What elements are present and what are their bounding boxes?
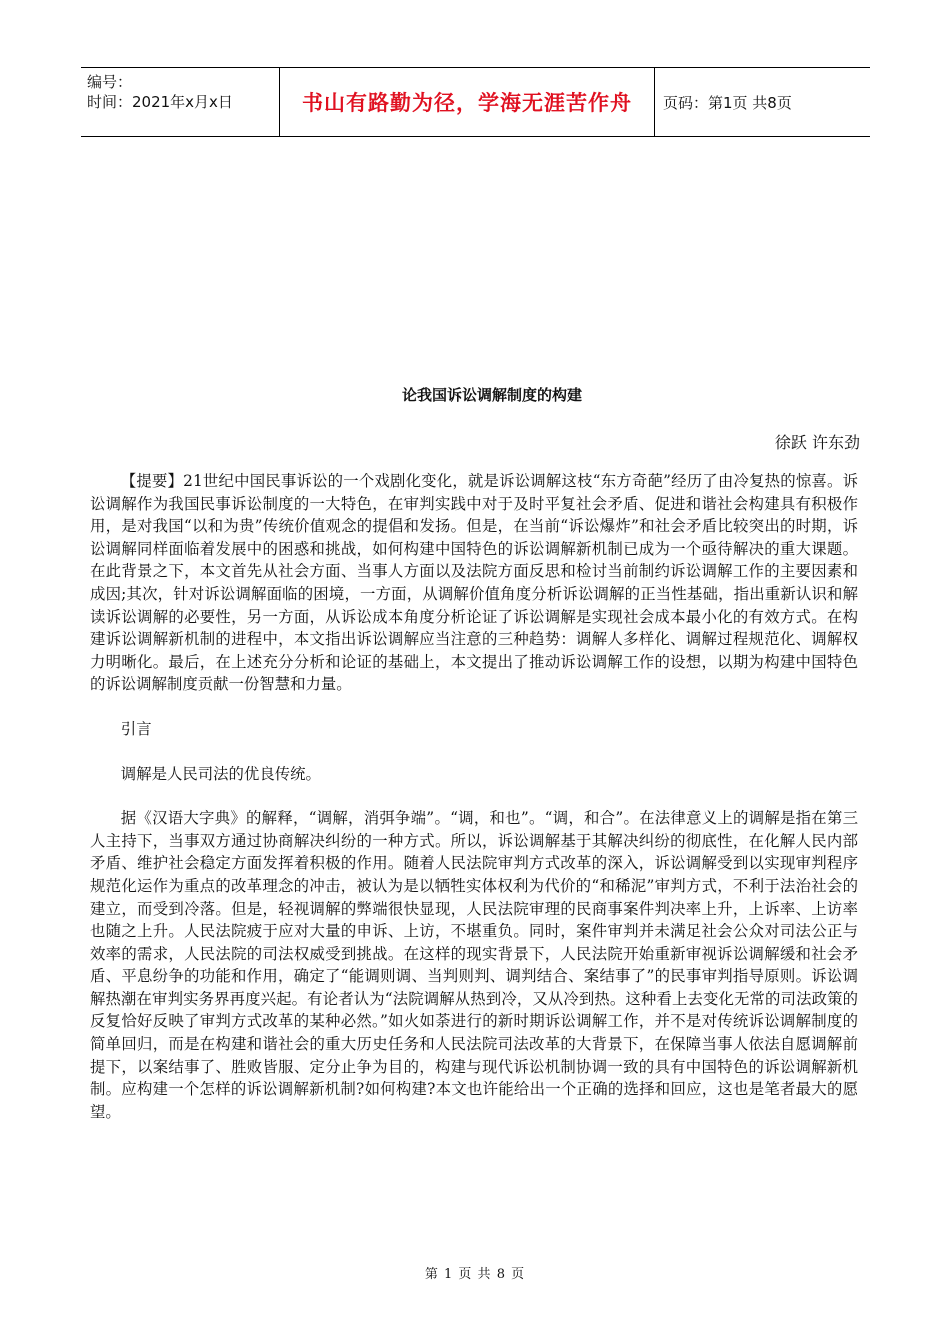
header-motto: 书山有路勤为径，学海无涯苦作舟 [280, 68, 655, 136]
body-paragraph: 调解是人民司法的优良传统。 [120, 764, 321, 783]
document-title: 论我国诉讼调解制度的构建 [401, 386, 582, 404]
abstract-paragraph: 【提要】21世纪中国民事诉讼的一个戏剧化变化，就是诉讼调解这枝“东方奇葩”经历了由冷复热的惊喜。诉讼调解作为我国民事诉讼制度的一大特色，在审判实践中对于及时平复社会矛盾、促进和谐社会构建具有积极作用，是对我国“以和为贵”传统价值观念的提倡和发扬。但是，在当前“诉讼爆炸”和社会矛盾比较突出的时期，诉讼调解同样面临着发展中的困惑和挑战，如何构建中国特色的诉讼调解新机制已成为一个亟待解决的重大课题。在此背景之下，本文首先从社会方面、当事人方面以及法院方面反思和检讨当前制约诉讼调解工作的主要因素和成因;其次，针对诉讼调解面临的困境，一方面，从调解价值角度分析诉讼调解的正当性基础，指出重新认识和解读诉讼调解的必要性，另一方面，从诉讼成本角度分析论证了诉讼调解是实现社会成本最小化的有效方式。在构建诉讼调解新机制的进程中，本文指出诉讼调解应当注意的三种趋势：调解人多样化、调解过程规范化、调解权力明晰化。最后，在上述充分分析和论证的基础上，本文提出了推动诉讼调解工作的设想，以期为构建中国特色的诉讼调解制度贡献一份智慧和力量。 [90, 472, 858, 694]
body-paragraph: 据《汉语大字典》的解释，“调解，消弭争端”。“调，和也”。“调，和合”。在法律意义上的调解是指在第三人主持下，当事双方通过协商解决纠纷的一种方式。所以，诉讼调解基于其解决纠纷的彻底性，在化解人民内部矛盾、维护社会稳定方面发挥着积极的作用。随着人民法院审判方式改革的深入，诉讼调解受到以实现审判程序规范化运作为重点的改革理念的冲击，被认为是以牺牲实体权利为代价的“和稀泥”审判方式，不利于法治社会的建立，而受到冷落。但是，轻视调解的弊端很快显现，人民法院审理的民商事案件判决率上升，上诉率、上访率也随之上升。人民法院疲于应对大量的申诉、上访，不堪重负。同时，案件审判并未满足社会公众对司法公正与效率的需求，人民法院的司法权威受到挑战。在这样的现实背景下，人民法院开始重新审视诉讼调解缓和社会矛盾、平息纷争的功能和作用，确定了“能调则调、当判则判、调判结合、案结事了”的民事审判指导原则。诉讼调解热潮在审判实务界再度兴起。有论者认为“法院调解从热到冷，又从冷到热。这种看上去变化无常的司法政策的反复恰好反映了审判方式改革的某种必然。”如火如荼进行的新时期诉讼调解工作，并不是对传统诉讼调解制度的简单回归，而是在构建和谐社会的重大历史任务和人民法院司法改革的大背景下，在保障当事人依法自愿调解前提下，以案结事了、胜败皆服、定分止争为目的，构建与现代诉讼机制协调一致的具有中国特色的诉讼调解新机制。应构建一个怎样的诉讼调解新机制?如何构建?本文也许能给出一个正确的选择和回应，这也是笔者最大的愿望。 [90, 809, 858, 1121]
page-footer: 第 1 页 共 8 页 [424, 1267, 526, 1282]
header-page-info: 页码：第1页 共8页 [663, 93, 792, 112]
section-heading-intro: 引言 [120, 719, 152, 738]
number-label: 编号： [87, 73, 133, 91]
document-authors: 徐跃 许东劲 [774, 433, 860, 452]
time-label: 时间：2021年x月x日 [87, 93, 233, 111]
header-meta [81, 68, 280, 136]
document-body [90, 470, 858, 1145]
page-header [81, 67, 870, 137]
